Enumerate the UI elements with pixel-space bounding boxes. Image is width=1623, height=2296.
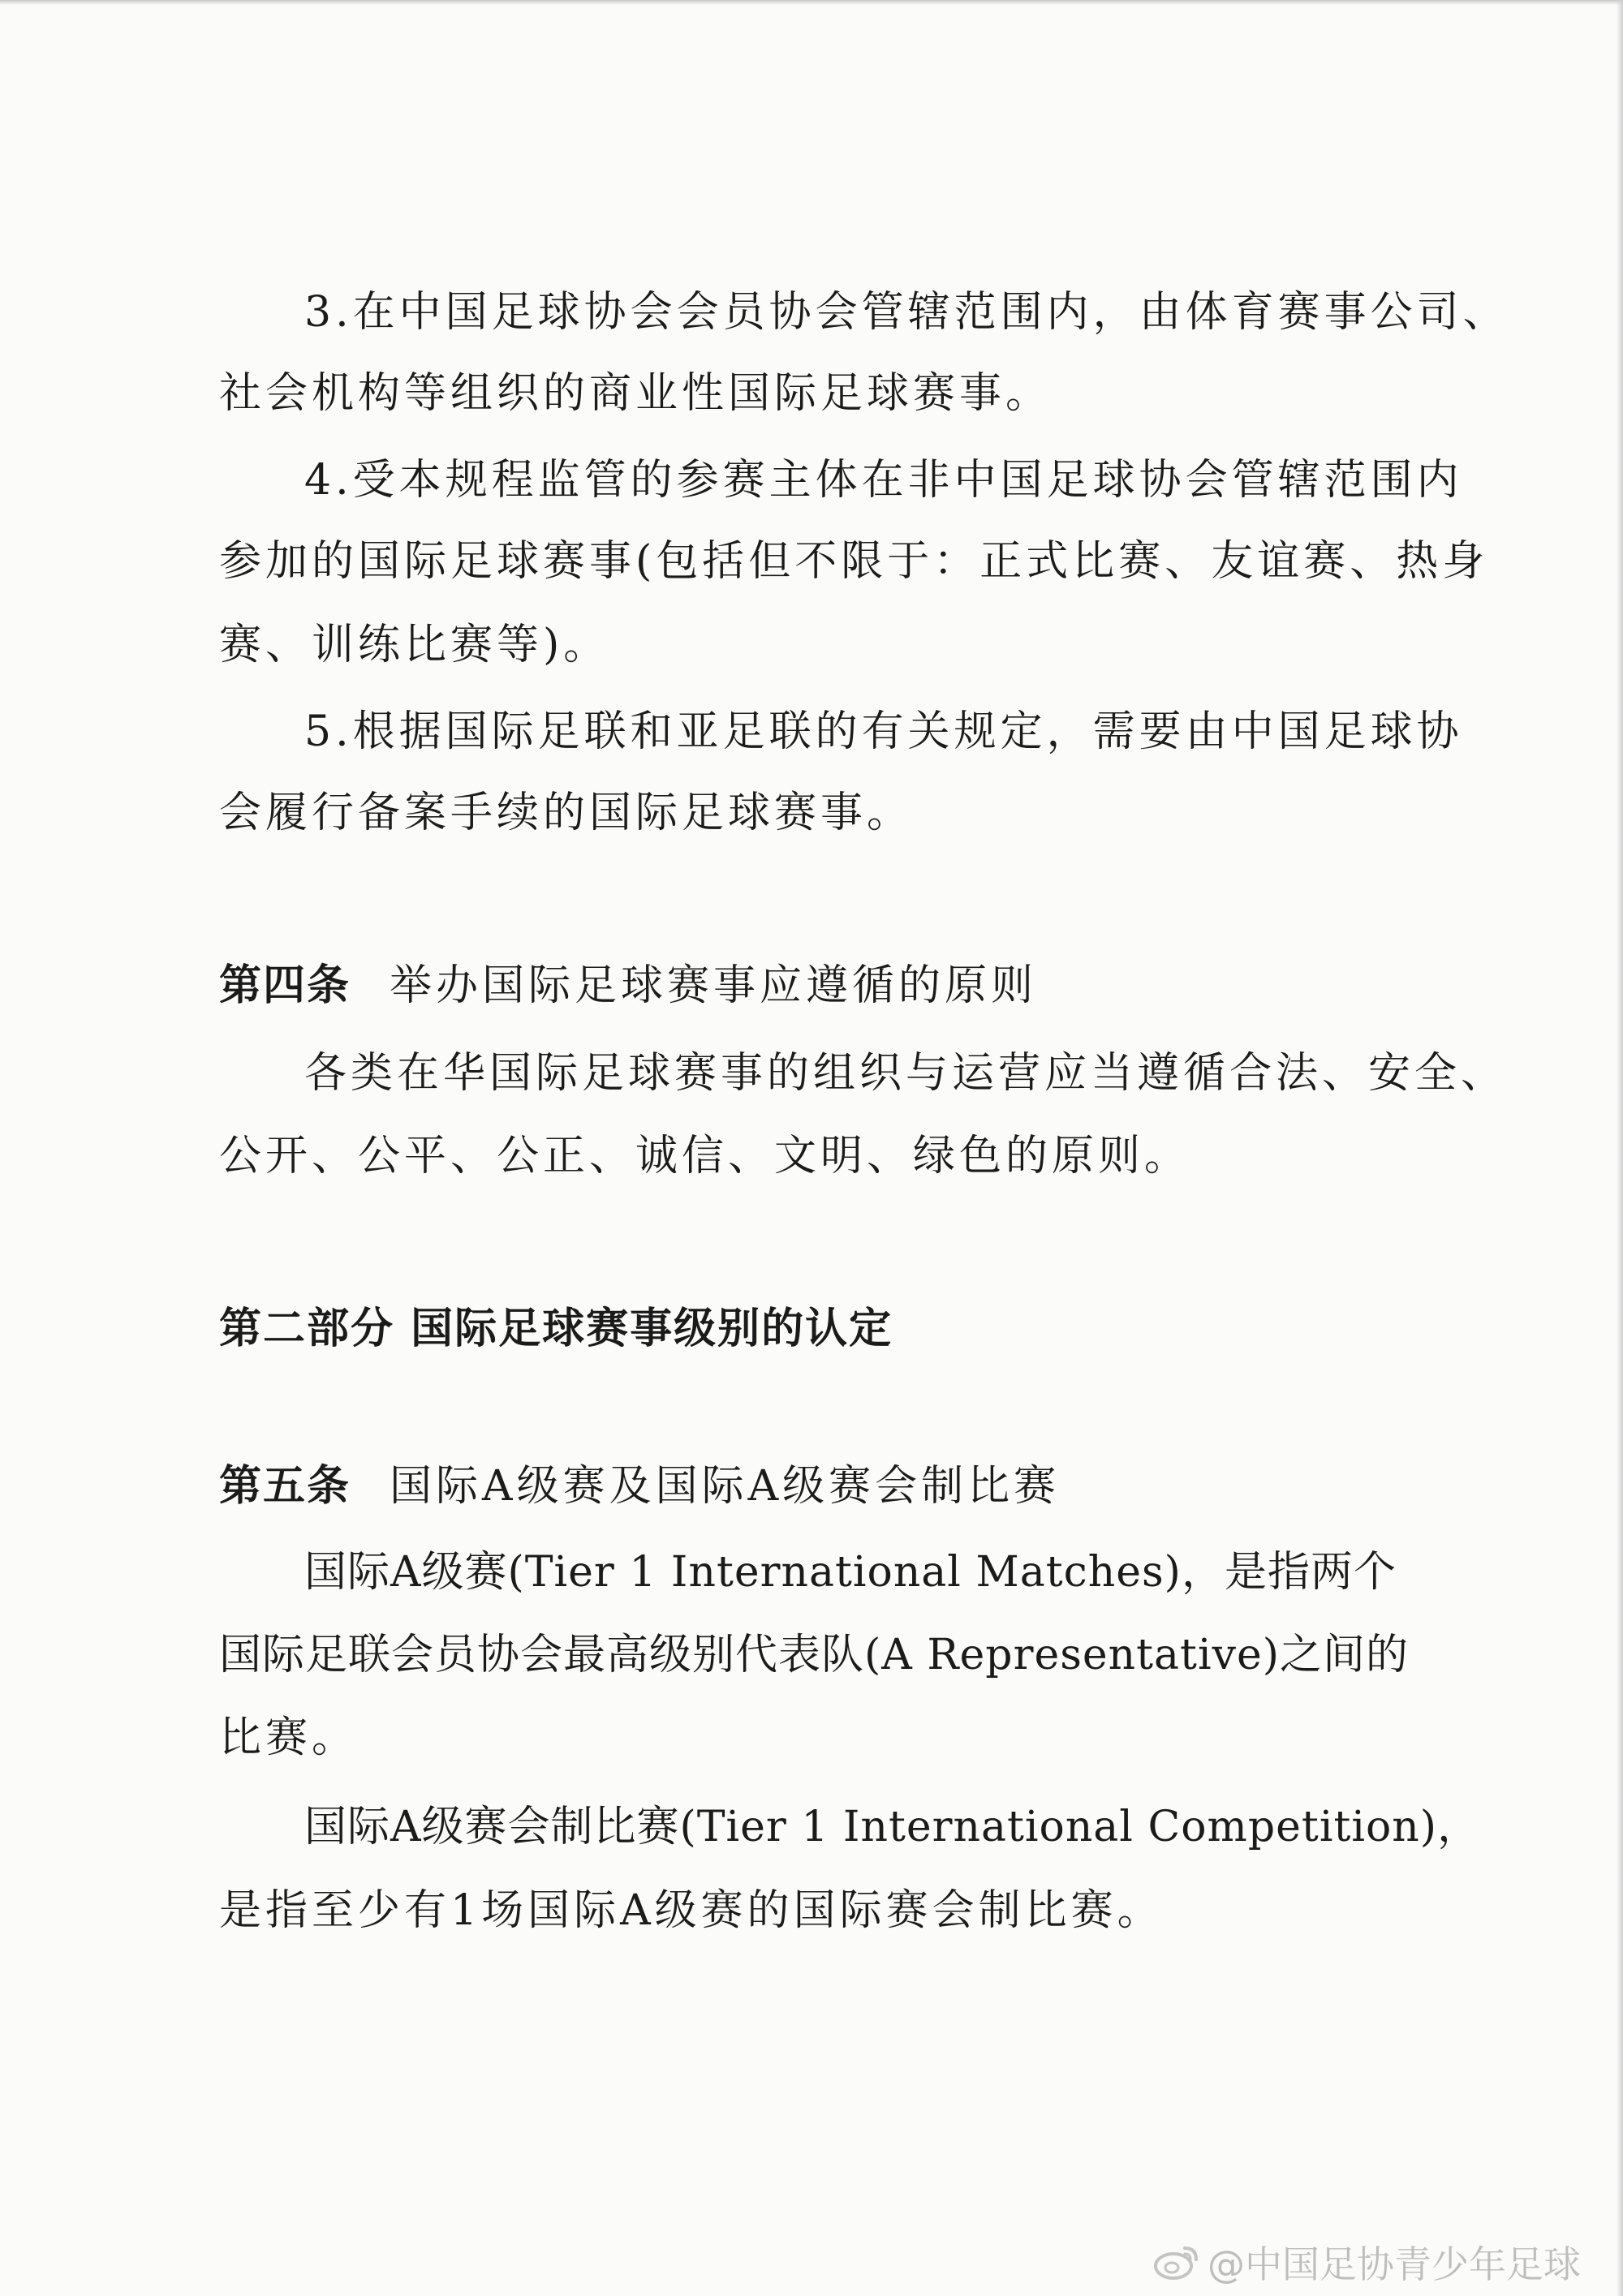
- weibo-icon: [1152, 2242, 1201, 2282]
- page-edge-shadow-right: [1617, 0, 1623, 2296]
- article-4-heading: [219, 961, 1037, 1010]
- article-5-title: 国际A级赛及国际A级赛会制比赛: [390, 1462, 1061, 1511]
- article-4-line-1: 各类在华国际足球赛事的组织与运营应当遵循合法、安全、: [304, 1049, 1508, 1098]
- article-4-label: 第四条: [219, 961, 351, 1010]
- article-5-para-2-line-1: 国际A级赛会制比赛(Tier 1 International Competition)，: [304, 1803, 1481, 1851]
- article-5-label: 第五条: [219, 1462, 351, 1511]
- watermark-text: @中国足协青少年足球: [1208, 2242, 1581, 2286]
- article-5-para-1-line-1: 国际A级赛(Tier 1 International Matches)，是指两个: [304, 1548, 1397, 1597]
- item-3-line-1: 3.在中国足球协会会员协会管辖范围内，由体育赛事公司、: [304, 288, 1509, 337]
- item-4-line-2: 参加的国际足球赛事(包括但不限于：正式比赛、友谊赛、热身: [219, 537, 1489, 586]
- article-4-title: 举办国际足球赛事应遵循的原则: [390, 961, 1038, 1010]
- item-5-line-1: 5.根据国际足联和亚足联的有关规定，需要由中国足球协: [304, 707, 1463, 756]
- page-edge-shadow-top: [0, 0, 1623, 5]
- item-5-line-2: 会履行备案手续的国际足球赛事。: [219, 789, 914, 837]
- article-5-para-1-line-2: 国际足联会员协会最高级别代表队(A Representative)之间的: [219, 1631, 1410, 1679]
- item-3-line-2: 社会机构等组织的商业性国际足球赛事。: [219, 369, 1053, 418]
- item-4-line-1: 4.受本规程监管的参赛主体在非中国足球协会管辖范围内: [304, 456, 1463, 505]
- article-5-heading: [219, 1462, 1060, 1511]
- item-4-line-3: 赛、训练比赛等)。: [219, 621, 610, 669]
- part-2-heading: 第二部分 国际足球赛事级别的认定: [219, 1305, 893, 1353]
- article-4-line-2: 公开、公平、公正、诚信、文明、绿色的原则。: [219, 1132, 1191, 1180]
- article-5-para-1-line-3: 比赛。: [219, 1713, 359, 1762]
- article-5-para-2-line-2: 是指至少有1场国际A级赛的国际赛会制比赛。: [219, 1886, 1164, 1935]
- weibo-watermark: [1152, 2239, 1581, 2285]
